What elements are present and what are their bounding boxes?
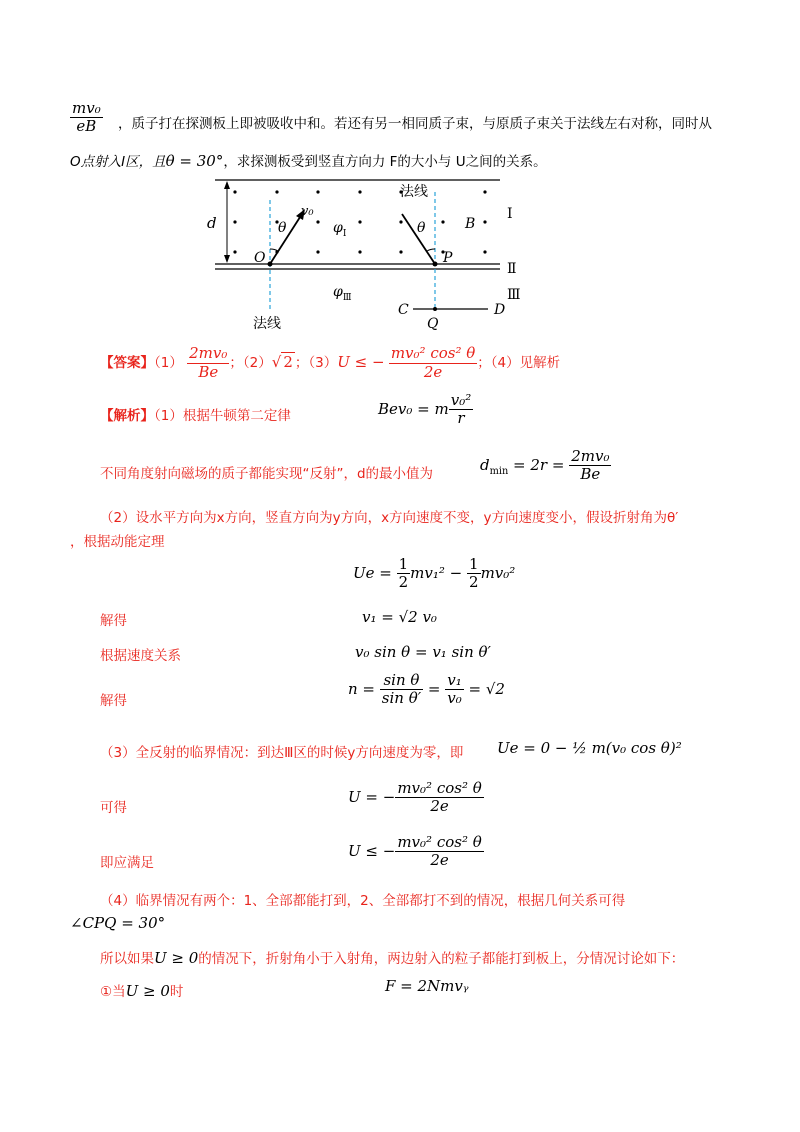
eq5-num-1: sin θ (380, 672, 423, 690)
answer-part-2: （2） (242, 355, 272, 371)
label-phi1: $\varphi_Ⅰ$ (333, 220, 347, 239)
eq1-den: r (457, 409, 465, 428)
eq5-num-2: v₁ (447, 671, 462, 689)
label-d: d (207, 214, 217, 232)
label-theta-right: θ (417, 220, 426, 236)
eq5-end: = √2 (463, 679, 505, 698)
step-4b-start: 所以如果 (100, 951, 154, 967)
answer-part-4: ；（4）见解析 (477, 355, 561, 371)
d-arrow-head-bottom (224, 255, 230, 263)
case-1-start: ①当 (100, 984, 126, 1000)
label-velocity-relation: 根据速度关系 (100, 648, 181, 664)
answer-3-fraction (389, 345, 477, 381)
label-D: D (494, 302, 506, 318)
case-1-math: U ≥ 0 (125, 982, 170, 1000)
equation-force: F = 2Nmvᵧ (385, 977, 469, 995)
eq7-num: mv₀² cos² θ (397, 779, 482, 797)
answer-1-fraction (187, 345, 229, 381)
eq1b-mid: = 2r = (508, 455, 570, 474)
answer-3-lhs: U ≤ − (337, 353, 385, 371)
eq2-term-2: mv₀² (480, 563, 516, 582)
label-region-1: Ⅰ (507, 206, 513, 222)
analysis-step-3: （3）全反射的临界情况：到达Ⅲ区的时候y方向速度为零，即 (100, 745, 464, 761)
equation-v1: v₁ = √2 v₀ (362, 608, 437, 626)
label-region-3: Ⅲ (507, 287, 521, 303)
label-B: B (465, 216, 476, 232)
intro-frac-num: mv₀ (72, 99, 101, 117)
eq8-den: 2e (430, 851, 449, 870)
step-4b-end: 的情况下，折射角小于入射角，两边射入的粒子都能打到板上，分情况讨论如下： (198, 951, 685, 967)
equation-velocity: v₀ sin θ = v₁ sin θ′ (355, 643, 491, 661)
analysis-step-4: （4）临界情况有两个：1、全部都能打到，2、全部都打不到的情况，根据几何关系可得 (100, 893, 626, 909)
physics-figure (195, 172, 540, 334)
answer-2-value: √ 2 (271, 353, 293, 371)
equation-index: n = $\frac{\text{sin θ}}{\text{sin θ′}}$ = $\frac{\text{v₁}}{\text{v₀}}$ = √2 (348, 671, 505, 708)
intro-theta-eq: θ = 30° (165, 152, 224, 170)
eq7-den: 2e (430, 797, 449, 816)
answer-sep-2: ； (294, 355, 309, 371)
eq2-term-1: mv₁² − (410, 563, 468, 582)
analysis-step-2b: ，根据动能定理 (70, 534, 165, 550)
analysis-label: 【解析】 (100, 408, 154, 424)
intro-frac-den: eB (76, 117, 97, 136)
eq5-den-2: v₀ (447, 689, 462, 708)
point-Q (433, 307, 437, 311)
eq1-num: v₀² (450, 391, 472, 409)
equation-angle-CPQ: ∠CPQ = 30° (70, 914, 166, 932)
analysis-step-2: （2）设水平方向为x方向，竖直方向为y方向，x方向速度不变，y方向速度变小，假设折射角为θ′ (100, 510, 679, 526)
label-jie-2: 解得 (100, 693, 127, 709)
equation-U-condition (348, 834, 484, 870)
answer-1-den: Be (198, 362, 219, 381)
eq2-two-2: 2 (469, 573, 479, 592)
analysis-step-1: （1）根据牛顿第二定律 (154, 408, 291, 424)
equation-newton (378, 392, 473, 428)
eq1b-den: Be (580, 465, 601, 484)
angle-arc-right (427, 249, 435, 251)
angle-arc-left (270, 249, 278, 251)
eq1b-lhs: d (480, 455, 490, 474)
label-normal-top: 法线 (400, 184, 428, 200)
intro-line-2 (70, 150, 547, 170)
eq2-lhs: Ue = (353, 563, 397, 582)
label-C: C (398, 302, 409, 318)
case-1-end: 时 (169, 984, 184, 1000)
label-Q: Q (427, 316, 439, 332)
analysis-label-line (100, 404, 291, 424)
label-jie-1: 解得 (100, 613, 127, 629)
equation-energy (353, 556, 515, 592)
label-kede: 可得 (100, 800, 127, 816)
eq1b-num: 2mv₀ (571, 447, 610, 465)
d-arrow-head-top (224, 181, 230, 189)
intro-line-2-end: ，求探测板受到竖直方向力 F的大小与 U之间的关系。 (223, 154, 547, 170)
analysis-step-4b (100, 947, 684, 967)
intro-fraction (70, 100, 103, 136)
eq8-lhs: U ≤ − (348, 841, 396, 860)
label-O: O (254, 250, 266, 266)
answer-3-num: mv₀² cos² θ (390, 344, 476, 363)
answer-1-num: 2mv₀ (189, 344, 228, 363)
label-jiying: 即应满足 (100, 855, 154, 871)
case-1-line (100, 980, 183, 1000)
label-phi3: $\varphi_Ⅲ$ (333, 284, 352, 303)
eq8-num: mv₀² cos² θ (397, 833, 482, 851)
eq5-den-1: sin θ′ (381, 689, 422, 708)
eq2-half-1: 1 (398, 555, 409, 573)
field-dots (233, 190, 486, 253)
eq2-two-1: 2 (398, 573, 409, 592)
point-O (268, 262, 273, 267)
eq1b-sub: min (489, 465, 509, 477)
label-v0: v₀ (301, 204, 314, 219)
equation-U (348, 780, 484, 816)
answer-sep-1: ； (229, 355, 243, 371)
answer-3-den: 2e (423, 362, 443, 381)
analysis-step-1b: 不同角度射向磁场的质子都能实现“反射”，d的最小值为 (100, 466, 434, 482)
answer-part-3: （3） (308, 355, 338, 371)
equation-critical: Ue = 0 − ½ m(v₀ cos θ)² (497, 739, 682, 757)
label-P: P (443, 250, 453, 266)
label-region-2: Ⅱ (507, 261, 517, 277)
step-4b-math: U ≥ 0 (154, 949, 199, 967)
label-normal-bottom: 法线 (253, 316, 281, 332)
intro-line-2-start: O点射入Ⅰ区，且 (70, 154, 166, 170)
answer-part-1: （1） (154, 355, 183, 371)
eq7-lhs: U = − (348, 787, 396, 806)
eq1-lhs: Bev₀ = m (378, 399, 449, 418)
answer-label: 【答案】 (100, 355, 154, 371)
point-P (433, 262, 438, 267)
eq5-lhs: n = (348, 679, 380, 698)
label-theta-left: θ (278, 220, 287, 236)
equation-dmin (480, 448, 611, 484)
intro-line-1: ，质子打在探测板上即被吸收中和。若还有另一相同质子束，与原质子束关于法线左右对称，同时从 (118, 116, 712, 132)
eq2-half-2: 1 (469, 555, 479, 573)
answer-line (100, 344, 560, 381)
